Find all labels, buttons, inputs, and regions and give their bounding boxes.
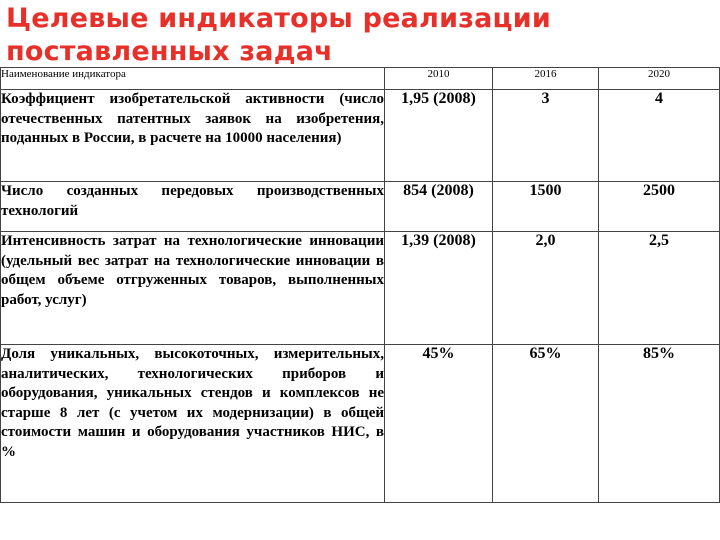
value-2020: 2,5	[599, 232, 720, 345]
value-2016: 2,0	[493, 232, 599, 345]
slide-title: Целевые индикаторы реализации поставленных задач	[6, 3, 551, 67]
value-2010: 1,39 (2008)	[385, 232, 493, 345]
header-year-2010: 2010	[385, 68, 493, 90]
table-row	[1, 182, 720, 232]
header-indicator-name: Наименование индикатора	[1, 68, 385, 90]
indicator-name: Число созданных передовых производственных технологий	[1, 182, 385, 232]
header-year-2020: 2020	[599, 68, 720, 90]
value-2020: 2500	[599, 182, 720, 232]
indicator-name: Доля уникальных, высокоточных, измерительных, аналитических, технологических приборов и оборудования, уникальных стендов и комплексов не старше 8 лет (с учетом их модернизации) в общей стоимости машин и оборудования участников НИС, в %	[1, 345, 385, 503]
indicator-name: Коэффициент изобретательской активности (число отечественных патентных заявок на изобретения, поданных в России, в расчете на 10000 населения)	[1, 90, 385, 182]
table-row	[1, 345, 720, 503]
value-2020: 4	[599, 90, 720, 182]
value-2010: 45%	[385, 345, 493, 503]
value-2016: 1500	[493, 182, 599, 232]
table-row	[1, 232, 720, 345]
value-2020: 85%	[599, 345, 720, 503]
value-2016: 3	[493, 90, 599, 182]
header-year-2016: 2016	[493, 68, 599, 90]
table-header-row	[1, 68, 720, 90]
table-row	[1, 90, 720, 182]
value-2010: 1,95 (2008)	[385, 90, 493, 182]
value-2010: 854 (2008)	[385, 182, 493, 232]
indicator-name: Интенсивность затрат на технологические инновации (удельный вес затрат на технологические инновации в общем объеме отгруженных товаров, выполненных работ, услуг)	[1, 232, 385, 345]
value-2016: 65%	[493, 345, 599, 503]
indicators-table	[0, 67, 720, 503]
